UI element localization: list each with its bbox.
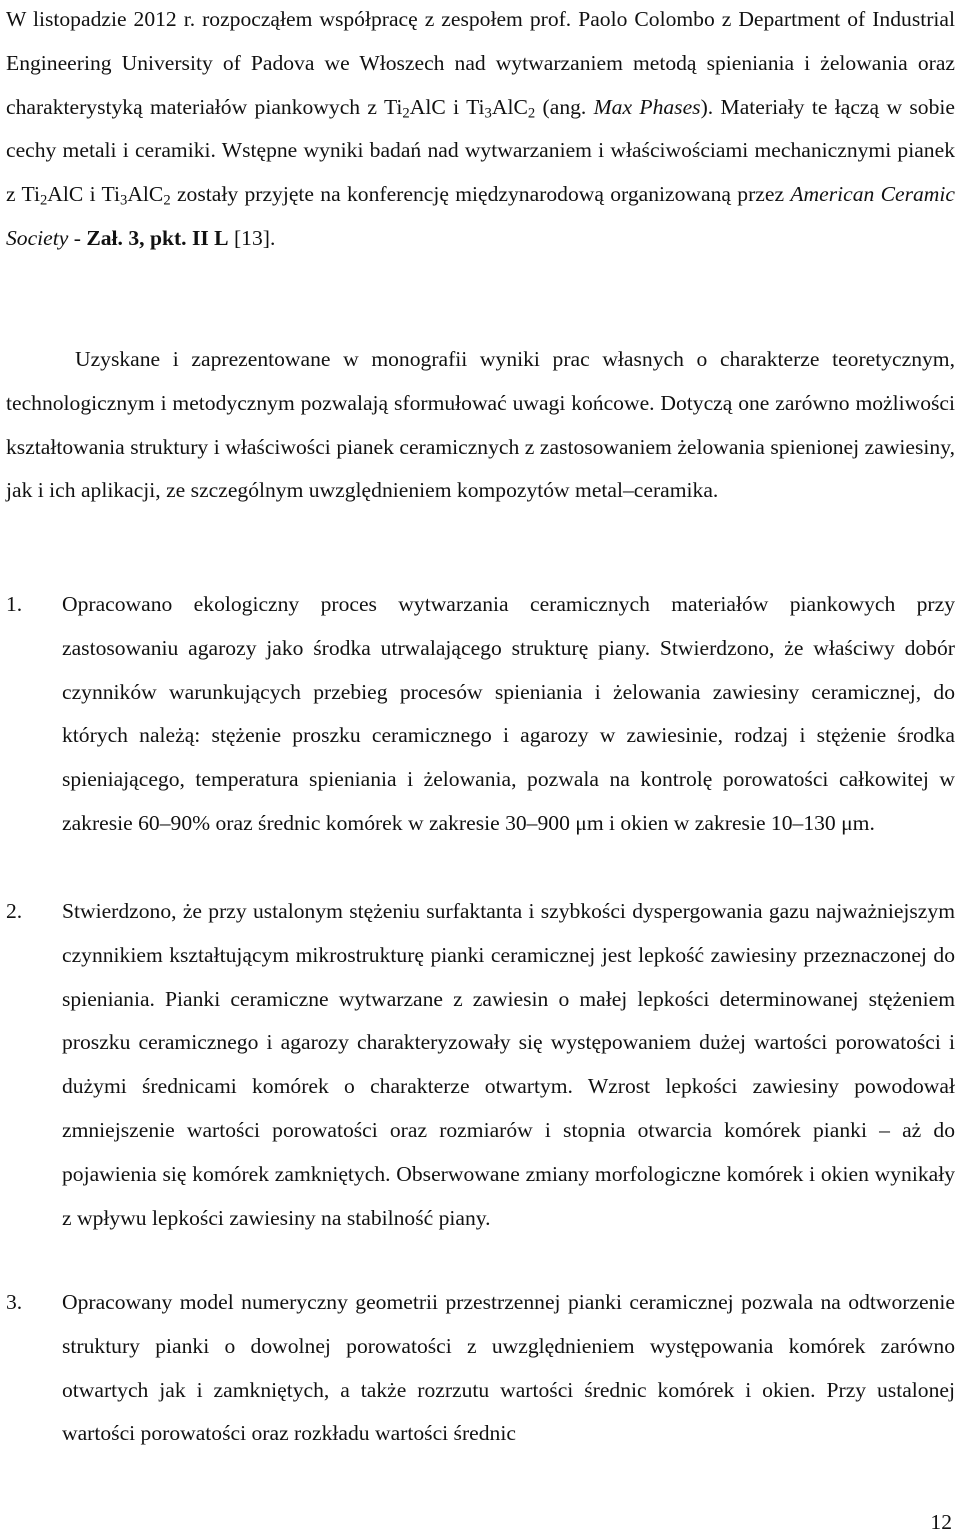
text-run: AlC <box>127 182 164 207</box>
list-number: 2. <box>6 899 23 923</box>
list-number: 1. <box>6 592 23 616</box>
subscript: 3 <box>119 192 128 209</box>
text-run: AlC i Ti <box>47 182 120 207</box>
text-run: AlC <box>491 94 528 119</box>
conclusions-list-part-1 <box>6 583 955 846</box>
text-run: W listopadzie 2012 r. rozpocząłem współpracę z zespołem prof. Paolo Colombo z Department of Industrial Engineering University of Padova we Włoszech nad wytwarzaniem metodą spieniania i żelowania oraz charakterystyką materiałów piankowych z Ti <box>6 7 955 119</box>
subscript: 2 <box>163 192 171 209</box>
subscript: 3 <box>484 105 492 122</box>
text-run: - <box>68 225 87 250</box>
text-run: (ang. <box>535 94 594 119</box>
paragraph-collaboration <box>6 0 955 261</box>
list-number: 3. <box>6 1290 23 1314</box>
text-run: [13]. <box>228 225 276 250</box>
list-item <box>6 1281 955 1456</box>
paragraph-summary: Uzyskane i zaprezentowane w monografii wyniki prac własnych o charakterze teoretycznym, technologicznym i metodycznym pozwalają sformułować uwagi końcowe. Dotyczą one zarówno możliwości kształtowania struktury i właściwości pianek ceramicznych z zastosowaniem żelowania spienionej zawiesiny, jak i ich aplikacji, ze szczególnym uwzględnieniem kompozytów metal–ceramika. <box>6 347 955 503</box>
conclusions-list-part-3 <box>6 1281 955 1456</box>
list-item-text: Stwierdzono, że przy ustalonym stężeniu surfaktanta i szybkości dyspergowania gazu najważniejszym czynnikiem kształtującym mikrostrukturę pianki ceramicznej jest lepkość zawiesiny przeznaczonej do spieniania. Pianki ceramiczne wytwarzane z zawiesin o małej lepkości determinowanej stężeniem proszku ceramicznego i agarozy charakteryzowały się występowaniem dużej wartości porowatości i dużymi średnicami komórek o charakterze otwartym. Wzrost lepkości zawiesiny powodował zmniejszenie wartości porowatości oraz rozmiarów i stopnia otwarcia komórek pianki – aż do pojawienia się komórek zamkniętych. Obserwowane zmiany morfologiczne komórek i okien wynikały z wpływu lepkości zawiesiny na stabilność piany. <box>62 899 955 1230</box>
subscript: 2 <box>402 105 410 122</box>
italic-organization: American Ceramic Society <box>6 182 955 250</box>
conclusions-list-part-2 <box>6 890 955 1240</box>
subscript: 2 <box>39 192 48 209</box>
bold-reference: Zał. 3, pkt. II L <box>86 225 229 250</box>
text-run: zostały przyjęte na konferencję międzynarodową organizowaną przez <box>170 182 791 207</box>
text-run: ). Materiały te łączą w sobie cechy metali i ceramiki. Wstępne wyniki badań nad wytwarzaniem i właściwościami mechanicznymi pianek z Ti <box>6 94 955 207</box>
list-item-text: Opracowano ekologiczny proces wytwarzania ceramicznych materiałów piankowych przy zastosowaniu agarozy jako środka utrwalającego strukturę piany. Stwierdzono, że właściwy dobór czynników warunkujących przebieg procesów spieniania i żelowania zawiesiny ceramicznej, do których należą: stężenie proszku ceramicznego i agarozy w zawiesinie, rodzaj i stężenie środka spieniającego, temperatura spieniania i żelowania, pozwala na kontrolę porowatości całkowitej w zakresie 60–90% oraz średnic komórek w zakresie 30–900 μm i okien w zakresie 10–130 μm. <box>62 592 955 835</box>
text-run: AlC i Ti <box>409 94 485 119</box>
list-item-text: Opracowany model numeryczny geometrii przestrzennej pianki ceramicznej pozwala na odtworzenie struktury pianki o dowolnej porowatości z uwzględnieniem występowania komórek zarówno otwartych jak i zamkniętych, a także rozrzutu wartości średnic komórek i okien. Przy ustalonej wartości porowatości oraz rozkładu wartości średnic <box>62 1290 955 1446</box>
list-item <box>6 890 955 1240</box>
italic-term: Max Phases <box>593 94 701 119</box>
page-number: 12 <box>930 1510 952 1534</box>
list-item <box>6 583 955 846</box>
subscript: 2 <box>527 105 536 122</box>
